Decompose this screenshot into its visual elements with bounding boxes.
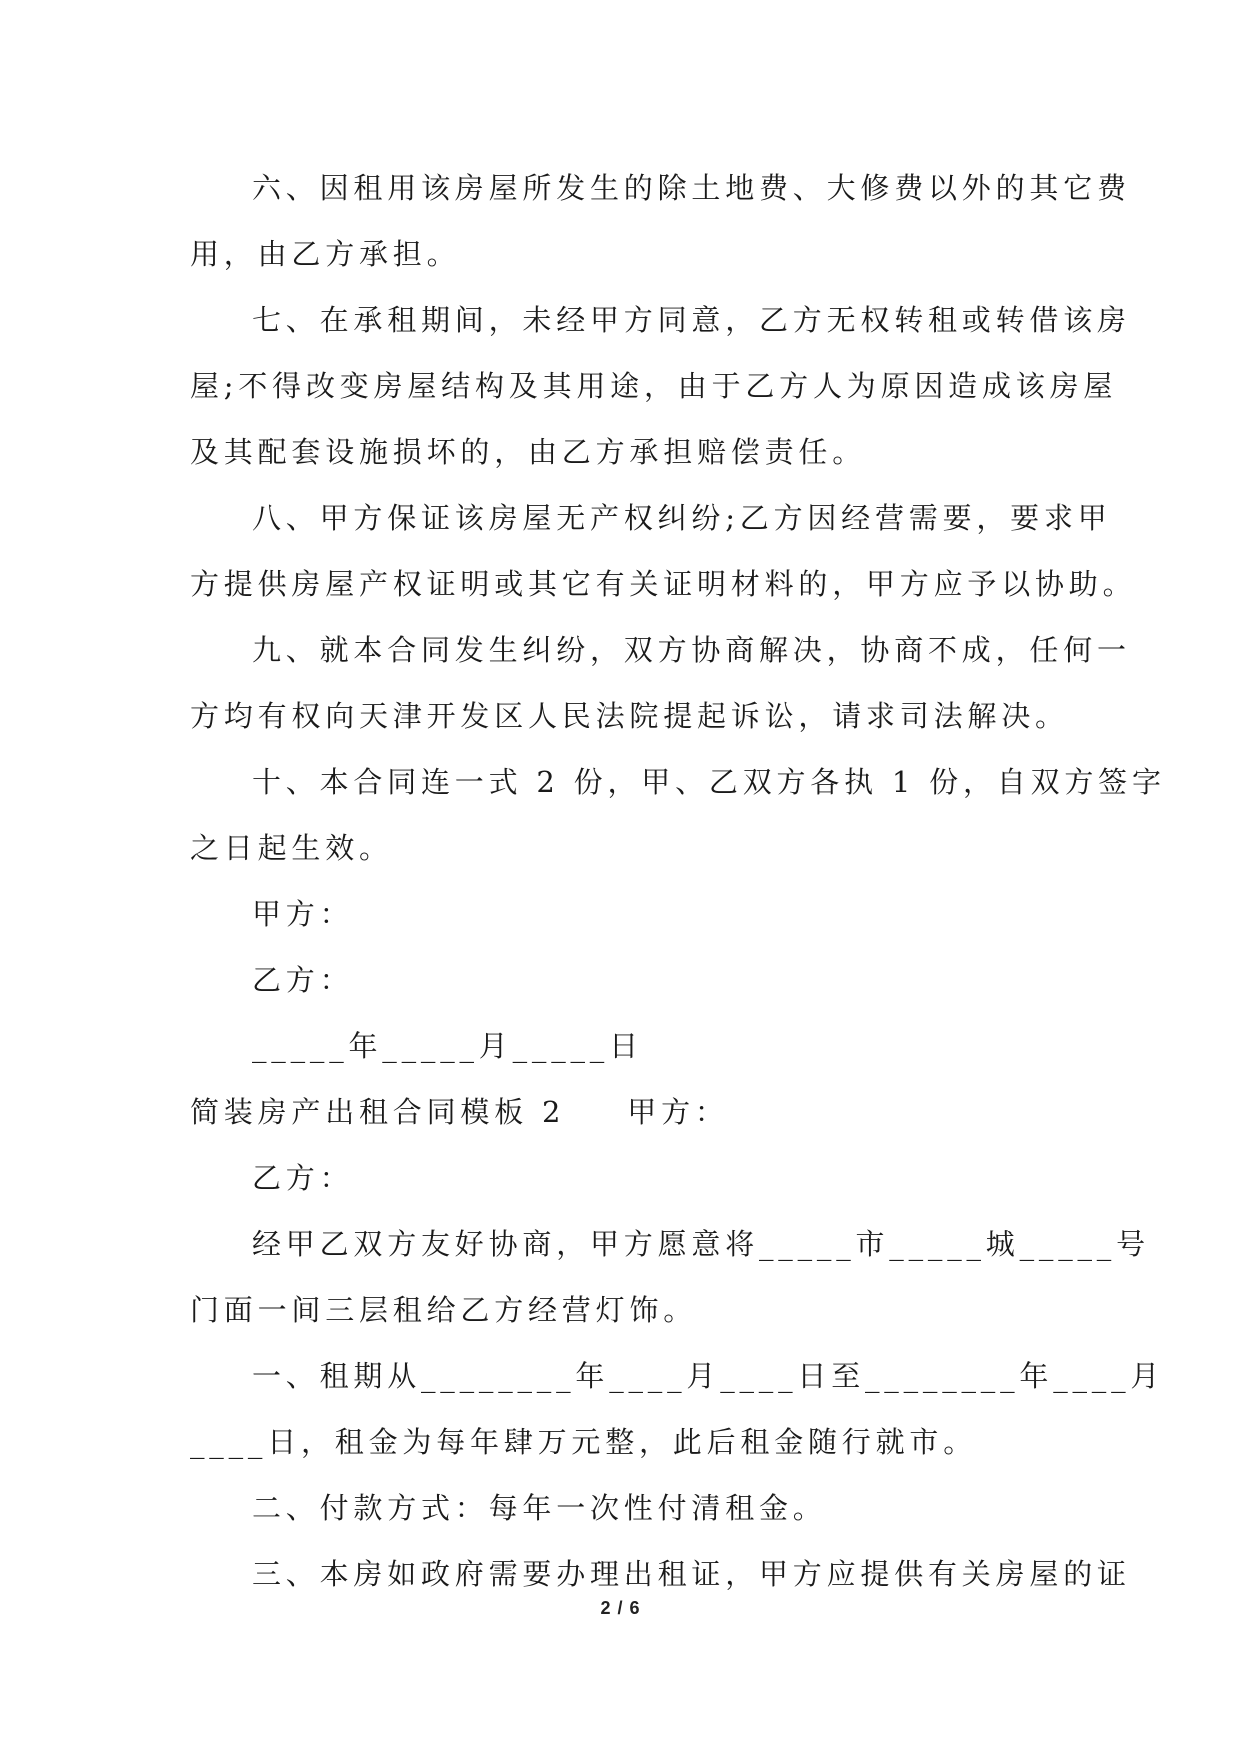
term-clause-line-1: 一、租期从________年____月____日至________年____月: [252, 1359, 1165, 1393]
clause-7-line-1: 七、在承租期间，未经甲方同意，乙方无权转租或转借该房: [252, 303, 1131, 337]
clause-10-line-2: 之日起生效。: [190, 831, 393, 865]
page-number: 2 / 6: [600, 1598, 641, 1618]
preamble-line-2: 门面一间三层租给乙方经营灯饰。: [190, 1293, 698, 1327]
clause-9-line-1: 九、就本合同发生纠纷，双方协商解决，协商不成，任何一: [252, 633, 1131, 667]
term-clause-line-2: ____日，租金为每年肆万元整，此后租金随行就市。: [190, 1425, 978, 1459]
clause-10-line-1: 十、本合同连一式 2 份，甲、乙双方各执 1 份，自双方签字: [252, 765, 1166, 799]
signature-date-line: _____年_____月_____日: [252, 1029, 643, 1063]
clause-8-line-1: 八、甲方保证该房屋无产权纠纷;乙方因经营需要，要求甲: [252, 501, 1112, 535]
rental-certificate-clause: 三、本房如政府需要办理出租证，甲方应提供有关房屋的证: [252, 1557, 1131, 1591]
party-b-signature-label: 乙方：: [252, 963, 354, 997]
preamble-line-1: 经甲乙双方友好协商，甲方愿意将_____市_____城_____号: [252, 1227, 1150, 1261]
party-a-signature-label: 甲方：: [252, 897, 354, 931]
payment-clause: 二、付款方式：每年一次性付清租金。: [252, 1491, 827, 1525]
clause-6-line-2: 用，由乙方承担。: [190, 237, 461, 271]
party-b-label: 乙方：: [252, 1161, 354, 1195]
party-a-label: 甲方：: [627, 1095, 729, 1129]
clause-7-line-3: 及其配套设施损坏的，由乙方承担赔偿责任。: [190, 435, 867, 469]
clause-8-line-2: 方提供房屋产权证明或其它有关证明材料的，甲方应予以协助。: [190, 567, 1137, 601]
clause-9-line-2: 方均有权向天津开发区人民法院提起诉讼，请求司法解决。: [190, 699, 1069, 733]
document-body: [190, 155, 1166, 1607]
clause-7-line-2: 屋;不得改变房屋结构及其用途，由于乙方人为原因造成该房屋: [190, 369, 1118, 403]
template-title: 简装房产出租合同模板 2: [190, 1095, 566, 1129]
clause-6-line-1: 六、因租用该房屋所发生的除土地费、大修费以外的其它费: [252, 171, 1131, 205]
template-title-line: [190, 1079, 1070, 1145]
